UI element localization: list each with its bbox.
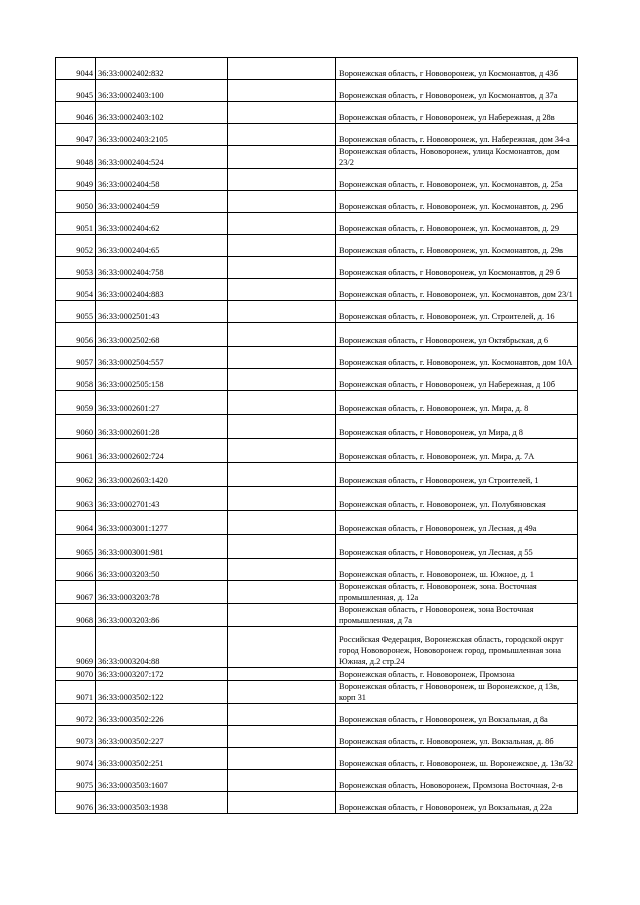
blank-cell	[228, 415, 336, 439]
table-row	[56, 604, 578, 627]
table-row	[56, 146, 578, 169]
blank-cell	[228, 257, 336, 279]
cadastral-number-cell: 36:33:0002403:102	[96, 102, 228, 124]
address-cell: Воронежская область, г Нововоронеж, ул Лесная, д 55	[336, 535, 578, 559]
cadastral-number-cell: 36:33:0003502:251	[96, 748, 228, 770]
table-row	[56, 726, 578, 748]
cadastral-number-cell: 36:33:0003204:88	[96, 627, 228, 668]
cadastral-number-cell: 36:33:0003502:227	[96, 726, 228, 748]
cadastral-number-cell: 36:33:0003203:78	[96, 581, 228, 604]
row-number-cell: 9076	[56, 792, 96, 814]
address-cell: Воронежская область, г. Нововоронеж, зона. Восточная промышленная, д. 12а	[336, 581, 578, 604]
cadastral-number-cell: 36:33:0002601:28	[96, 415, 228, 439]
address-cell: Воронежская область, г Нововоронеж, ул Вокзальная, д 8а	[336, 704, 578, 726]
blank-cell	[228, 369, 336, 391]
row-number-cell: 9066	[56, 559, 96, 581]
cadastral-number-cell: 36:33:0002501:43	[96, 301, 228, 323]
blank-cell	[228, 559, 336, 581]
blank-cell	[228, 581, 336, 604]
table-row	[56, 391, 578, 415]
blank-cell	[228, 169, 336, 191]
row-number-cell: 9064	[56, 511, 96, 535]
blank-cell	[228, 213, 336, 235]
table-row	[56, 257, 578, 279]
address-cell: Воронежская область, г. Нововоронеж, ул. Космонавтов, дом 23/1	[336, 279, 578, 301]
table-row	[56, 792, 578, 814]
row-number-cell: 9068	[56, 604, 96, 627]
row-number-cell: 9070	[56, 668, 96, 681]
row-number-cell: 9052	[56, 235, 96, 257]
row-number-cell: 9047	[56, 124, 96, 146]
table-row	[56, 347, 578, 369]
table-row	[56, 213, 578, 235]
address-cell: Воронежская область, г Нововоронеж, ул Мира, д 8	[336, 415, 578, 439]
table-row	[56, 415, 578, 439]
row-number-cell: 9046	[56, 102, 96, 124]
table-row	[56, 681, 578, 704]
table-row	[56, 704, 578, 726]
address-cell: Воронежская область, г Нововоронеж, ул Строителей, 1	[336, 463, 578, 487]
row-number-cell: 9074	[56, 748, 96, 770]
blank-cell	[228, 668, 336, 681]
table-row	[56, 80, 578, 102]
address-cell: Воронежская область, г Нововоронеж, ул Октябрьская, д 6	[336, 323, 578, 347]
table-row	[56, 535, 578, 559]
table-row	[56, 463, 578, 487]
blank-cell	[228, 681, 336, 704]
property-table-body	[56, 58, 578, 814]
table-row	[56, 668, 578, 681]
address-cell: Воронежская область, г Нововоронеж, ул Лесная, д 49а	[336, 511, 578, 535]
table-row	[56, 58, 578, 80]
table-row	[56, 770, 578, 792]
row-number-cell: 9050	[56, 191, 96, 213]
blank-cell	[228, 627, 336, 668]
row-number-cell: 9075	[56, 770, 96, 792]
row-number-cell: 9045	[56, 80, 96, 102]
address-cell: Воронежская область, г. Нововоронеж, ул. Космонавтов, д. 29б	[336, 191, 578, 213]
row-number-cell: 9057	[56, 347, 96, 369]
row-number-cell: 9060	[56, 415, 96, 439]
cadastral-number-cell: 36:33:0002402:832	[96, 58, 228, 80]
table-row	[56, 235, 578, 257]
cadastral-number-cell: 36:33:0003502:226	[96, 704, 228, 726]
blank-cell	[228, 124, 336, 146]
address-cell: Воронежская область, г. Нововоронеж, Промзона	[336, 668, 578, 681]
blank-cell	[228, 58, 336, 80]
blank-cell	[228, 726, 336, 748]
table-row	[56, 511, 578, 535]
row-number-cell: 9067	[56, 581, 96, 604]
address-cell: Воронежская область, г. Нововоронеж, ш. Южное, д. 1	[336, 559, 578, 581]
property-table	[55, 57, 578, 814]
blank-cell	[228, 535, 336, 559]
blank-cell	[228, 279, 336, 301]
blank-cell	[228, 748, 336, 770]
blank-cell	[228, 146, 336, 169]
table-row	[56, 102, 578, 124]
cadastral-number-cell: 36:33:0003503:1607	[96, 770, 228, 792]
table-row	[56, 439, 578, 463]
address-cell: Воронежская область, г Нововоронеж, ул Космонавтов, д 37а	[336, 80, 578, 102]
row-number-cell: 9055	[56, 301, 96, 323]
blank-cell	[228, 511, 336, 535]
address-cell: Воронежская область, г. Нововоронеж, ул. Космонавтов, д. 29в	[336, 235, 578, 257]
cadastral-number-cell: 36:33:0002404:524	[96, 146, 228, 169]
cadastral-number-cell: 36:33:0002404:883	[96, 279, 228, 301]
address-cell: Воронежская область, г Нововоронеж, ул Вокзальная, д 22а	[336, 792, 578, 814]
table-row	[56, 748, 578, 770]
cadastral-number-cell: 36:33:0002403:100	[96, 80, 228, 102]
cadastral-number-cell: 36:33:0002601:27	[96, 391, 228, 415]
table-row	[56, 559, 578, 581]
cadastral-number-cell: 36:33:0003001:981	[96, 535, 228, 559]
address-cell: Воронежская область, г Нововоронеж, ул Космонавтов, д 43б	[336, 58, 578, 80]
row-number-cell: 9044	[56, 58, 96, 80]
row-number-cell: 9065	[56, 535, 96, 559]
cadastral-number-cell: 36:33:0003203:86	[96, 604, 228, 627]
address-cell: Воронежская область, г. Нововоронеж, ул. Мира, д. 8	[336, 391, 578, 415]
row-number-cell: 9059	[56, 391, 96, 415]
address-cell: Воронежская область, г Нововоронеж, ул Набережная, д 10б	[336, 369, 578, 391]
address-cell: Воронежская область, г. Нововоронеж, ул. Космонавтов, д. 29	[336, 213, 578, 235]
address-cell: Воронежская область, г. Нововоронеж, ул. Полубяновская	[336, 487, 578, 511]
cadastral-number-cell: 36:33:0003503:1938	[96, 792, 228, 814]
cadastral-number-cell: 36:33:0002404:58	[96, 169, 228, 191]
table-row	[56, 581, 578, 604]
blank-cell	[228, 391, 336, 415]
row-number-cell: 9049	[56, 169, 96, 191]
row-number-cell: 9053	[56, 257, 96, 279]
row-number-cell: 9054	[56, 279, 96, 301]
address-cell: Воронежская область, г. Нововоронеж, ул. Космонавтов, дом 10А	[336, 347, 578, 369]
blank-cell	[228, 487, 336, 511]
row-number-cell: 9071	[56, 681, 96, 704]
address-cell: Воронежская область, Нововоронеж, улица Космонавтов, дом 23/2	[336, 146, 578, 169]
row-number-cell: 9072	[56, 704, 96, 726]
row-number-cell: 9063	[56, 487, 96, 511]
blank-cell	[228, 301, 336, 323]
table-row	[56, 169, 578, 191]
address-cell: Воронежская область, г. Нововоронеж, ул. Набережная, дом 34-а	[336, 124, 578, 146]
row-number-cell: 9058	[56, 369, 96, 391]
address-cell: Воронежская область, г. Нововоронеж, ш. Воронежское, д. 13в/32	[336, 748, 578, 770]
blank-cell	[228, 792, 336, 814]
address-cell: Воронежская область, г. Нововоронеж, ул. Вокзальная, д. 8б	[336, 726, 578, 748]
blank-cell	[228, 323, 336, 347]
address-cell: Российская Федерация, Воронежская область, городской округ город Нововоронеж, Нововоронеж город, промышленная зона Южная, д.2 стр.24	[336, 627, 578, 668]
cadastral-number-cell: 36:33:0002403:2105	[96, 124, 228, 146]
blank-cell	[228, 235, 336, 257]
address-cell: Воронежская область, г Нововоронеж, ш Воронежское, д 13в, корп 31	[336, 681, 578, 704]
address-cell: Воронежская область, г Нововоронеж, ул Набережная, д 28в	[336, 102, 578, 124]
address-cell: Воронежская область, г. Нововоронеж, ул. Мира, д. 7А	[336, 439, 578, 463]
row-number-cell: 9069	[56, 627, 96, 668]
row-number-cell: 9056	[56, 323, 96, 347]
row-number-cell: 9073	[56, 726, 96, 748]
address-cell: Воронежская область, г Нововоронеж, ул Космонавтов, д 29 б	[336, 257, 578, 279]
cadastral-number-cell: 36:33:0002701:43	[96, 487, 228, 511]
address-cell: Воронежская область, Нововоронеж, Промзона Восточная, 2-в	[336, 770, 578, 792]
blank-cell	[228, 80, 336, 102]
table-row	[56, 301, 578, 323]
address-cell: Воронежская область, г. Нововоронеж, ул. Строителей, д. 16	[336, 301, 578, 323]
address-cell: Воронежская область, г Нововоронеж, зона Восточная промышленная, д 7а	[336, 604, 578, 627]
cadastral-number-cell: 36:33:0003203:50	[96, 559, 228, 581]
table-row	[56, 279, 578, 301]
cadastral-number-cell: 36:33:0002404:62	[96, 213, 228, 235]
blank-cell	[228, 604, 336, 627]
cadastral-number-cell: 36:33:0002502:68	[96, 323, 228, 347]
table-row	[56, 124, 578, 146]
cadastral-number-cell: 36:33:0003001:1277	[96, 511, 228, 535]
blank-cell	[228, 770, 336, 792]
row-number-cell: 9051	[56, 213, 96, 235]
blank-cell	[228, 463, 336, 487]
cadastral-number-cell: 36:33:0002504:557	[96, 347, 228, 369]
cadastral-number-cell: 36:33:0002603:1420	[96, 463, 228, 487]
cadastral-number-cell: 36:33:0003207:172	[96, 668, 228, 681]
address-cell: Воронежская область, г. Нововоронеж, ул. Космонавтов, д. 25а	[336, 169, 578, 191]
table-row	[56, 627, 578, 668]
row-number-cell: 9061	[56, 439, 96, 463]
cadastral-number-cell: 36:33:0002404:758	[96, 257, 228, 279]
blank-cell	[228, 191, 336, 213]
cadastral-number-cell: 36:33:0002404:65	[96, 235, 228, 257]
row-number-cell: 9048	[56, 146, 96, 169]
table-row	[56, 369, 578, 391]
cadastral-number-cell: 36:33:0002602:724	[96, 439, 228, 463]
cadastral-number-cell: 36:33:0002404:59	[96, 191, 228, 213]
row-number-cell: 9062	[56, 463, 96, 487]
cadastral-number-cell: 36:33:0002505:158	[96, 369, 228, 391]
blank-cell	[228, 439, 336, 463]
table-row	[56, 323, 578, 347]
table-row	[56, 191, 578, 213]
blank-cell	[228, 704, 336, 726]
cadastral-number-cell: 36:33:0003502:122	[96, 681, 228, 704]
blank-cell	[228, 102, 336, 124]
table-row	[56, 487, 578, 511]
blank-cell	[228, 347, 336, 369]
